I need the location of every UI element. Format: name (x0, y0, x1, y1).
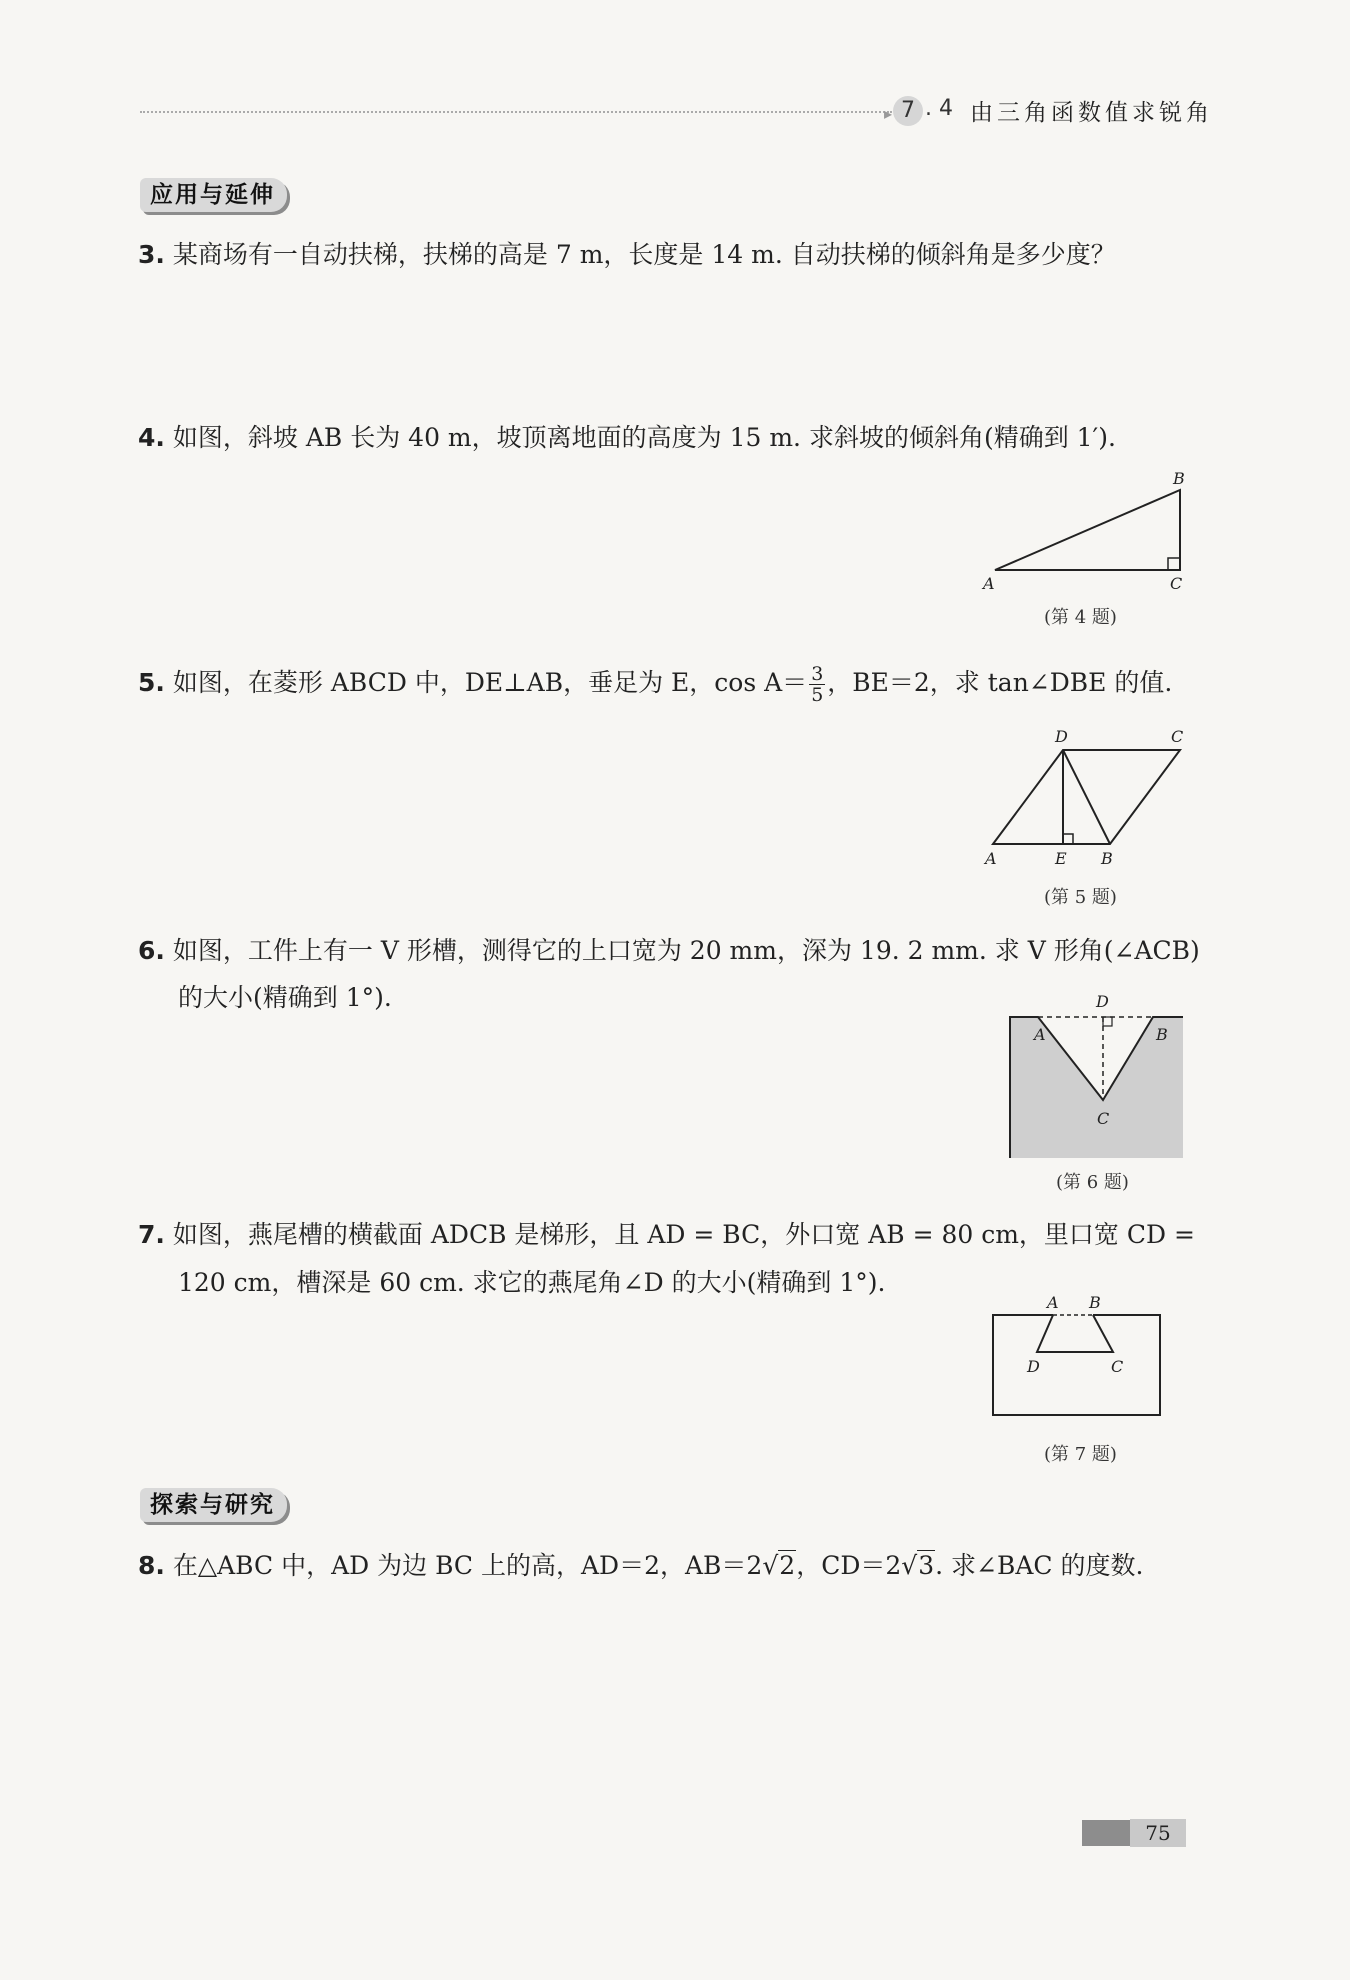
label-e: E (1055, 849, 1067, 868)
label-a: A (983, 574, 995, 593)
label-b: B (1101, 849, 1113, 868)
right-angle-mark (1103, 1017, 1112, 1026)
problem-8 (138, 1543, 1143, 1589)
right-angle-mark (1168, 558, 1180, 570)
problem-text: 某商场有一自动扶梯，扶梯的高是 7 m，长度是 14 m. 自动扶梯的倾斜角是多少度？ (172, 240, 1116, 269)
problem-number: 6. (138, 936, 165, 965)
right-angle-mark (1063, 834, 1073, 844)
fraction-denominator: 5 (811, 684, 824, 706)
problem-number: 7. (138, 1220, 165, 1249)
problem-6-continuation: 的大小(精确到 1°). (178, 983, 392, 1012)
figure-4-slope-triangle (975, 470, 1195, 595)
sqrt-radicand: 2 (779, 1551, 796, 1580)
label-d: D (1096, 992, 1109, 1011)
problem-text: 如图，在菱形 ABCD 中，DE⊥AB，垂足为 E，cos A＝ (172, 668, 808, 697)
fraction-numerator: 3 (811, 663, 824, 685)
problem-number: 5. (138, 668, 165, 697)
header-divider (140, 111, 892, 113)
problem-text: ，BE＝2，求 tan∠DBE 的值. (827, 668, 1173, 697)
problem-6 (138, 928, 1200, 974)
label-c: C (1111, 1357, 1124, 1376)
label-d: D (1055, 727, 1068, 746)
figure-5-caption: (第 5 题) (1044, 887, 1117, 908)
label-b: B (1173, 470, 1185, 488)
problem-text: 如图，工件上有一 V 形槽，测得它的上口宽为 20 mm，深为 19. 2 mm. 求 V 形角(∠ACB) (172, 936, 1200, 965)
sqrt-radicand: 3 (918, 1551, 935, 1580)
label-c: C (1171, 727, 1184, 746)
segment-db (1063, 750, 1110, 844)
problem-3 (138, 232, 1116, 278)
figure-4-caption: (第 4 题) (1044, 607, 1117, 628)
trapezoid-adcb (1037, 1315, 1113, 1352)
section-label-apply: 应用与延伸 (140, 178, 287, 212)
label-a: A (1047, 1293, 1059, 1312)
chapter-number-badge: 7 (893, 96, 923, 126)
triangle-abc (995, 490, 1180, 570)
figure-6-caption: (第 6 题) (1056, 1172, 1129, 1193)
problem-text: . 求∠BAC 的度数. (935, 1551, 1144, 1580)
figure-6-v-groove (1000, 990, 1190, 1170)
problem-number: 4. (138, 423, 165, 452)
label-c: C (1097, 1109, 1110, 1128)
problem-7-continuation: 120 cm，槽深是 60 cm. 求它的燕尾角∠D 的大小(精确到 1°). (178, 1268, 886, 1297)
label-b: B (1089, 1293, 1101, 1312)
label-c: C (1170, 574, 1183, 593)
problem-number: 8. (138, 1551, 165, 1580)
section-number: . 4 (925, 96, 953, 121)
problem-text: ，CD＝2 (796, 1551, 902, 1580)
sqrt-symbol: √ (762, 1551, 779, 1580)
section-title: 由三角函数值求锐角 (970, 100, 1213, 126)
figure-5-rhombus (975, 722, 1195, 872)
block-outline (993, 1315, 1160, 1415)
label-a: A (1034, 1025, 1046, 1044)
problem-number: 3. (138, 240, 165, 269)
header-arrow-icon: ▸ (884, 104, 893, 123)
figure-7-caption: (第 7 题) (1044, 1444, 1117, 1465)
label-a: A (985, 849, 997, 868)
problem-5 (138, 660, 1172, 706)
problem-4 (138, 415, 1116, 461)
problem-7 (138, 1212, 1195, 1258)
problem-text: 在△ABC 中，AD 为边 BC 上的高，AD＝2，AB＝2 (172, 1551, 763, 1580)
section-label-explore: 探索与研究 (140, 1488, 287, 1522)
label-d: D (1027, 1357, 1040, 1376)
label-b: B (1156, 1025, 1168, 1044)
page-number: 75 (1130, 1819, 1186, 1847)
figure-7-dovetail (985, 1288, 1170, 1423)
problem-text: 如图，燕尾槽的横截面 ADCB 是梯形，且 AD = BC，外口宽 AB = 80 cm，里口宽 CD = (172, 1220, 1195, 1249)
problem-text: 如图，斜坡 AB 长为 40 m，坡顶离地面的高度为 15 m. 求斜坡的倾斜角(精确到 1′). (172, 423, 1116, 452)
fraction (809, 664, 825, 705)
sqrt-symbol: √ (901, 1551, 918, 1580)
